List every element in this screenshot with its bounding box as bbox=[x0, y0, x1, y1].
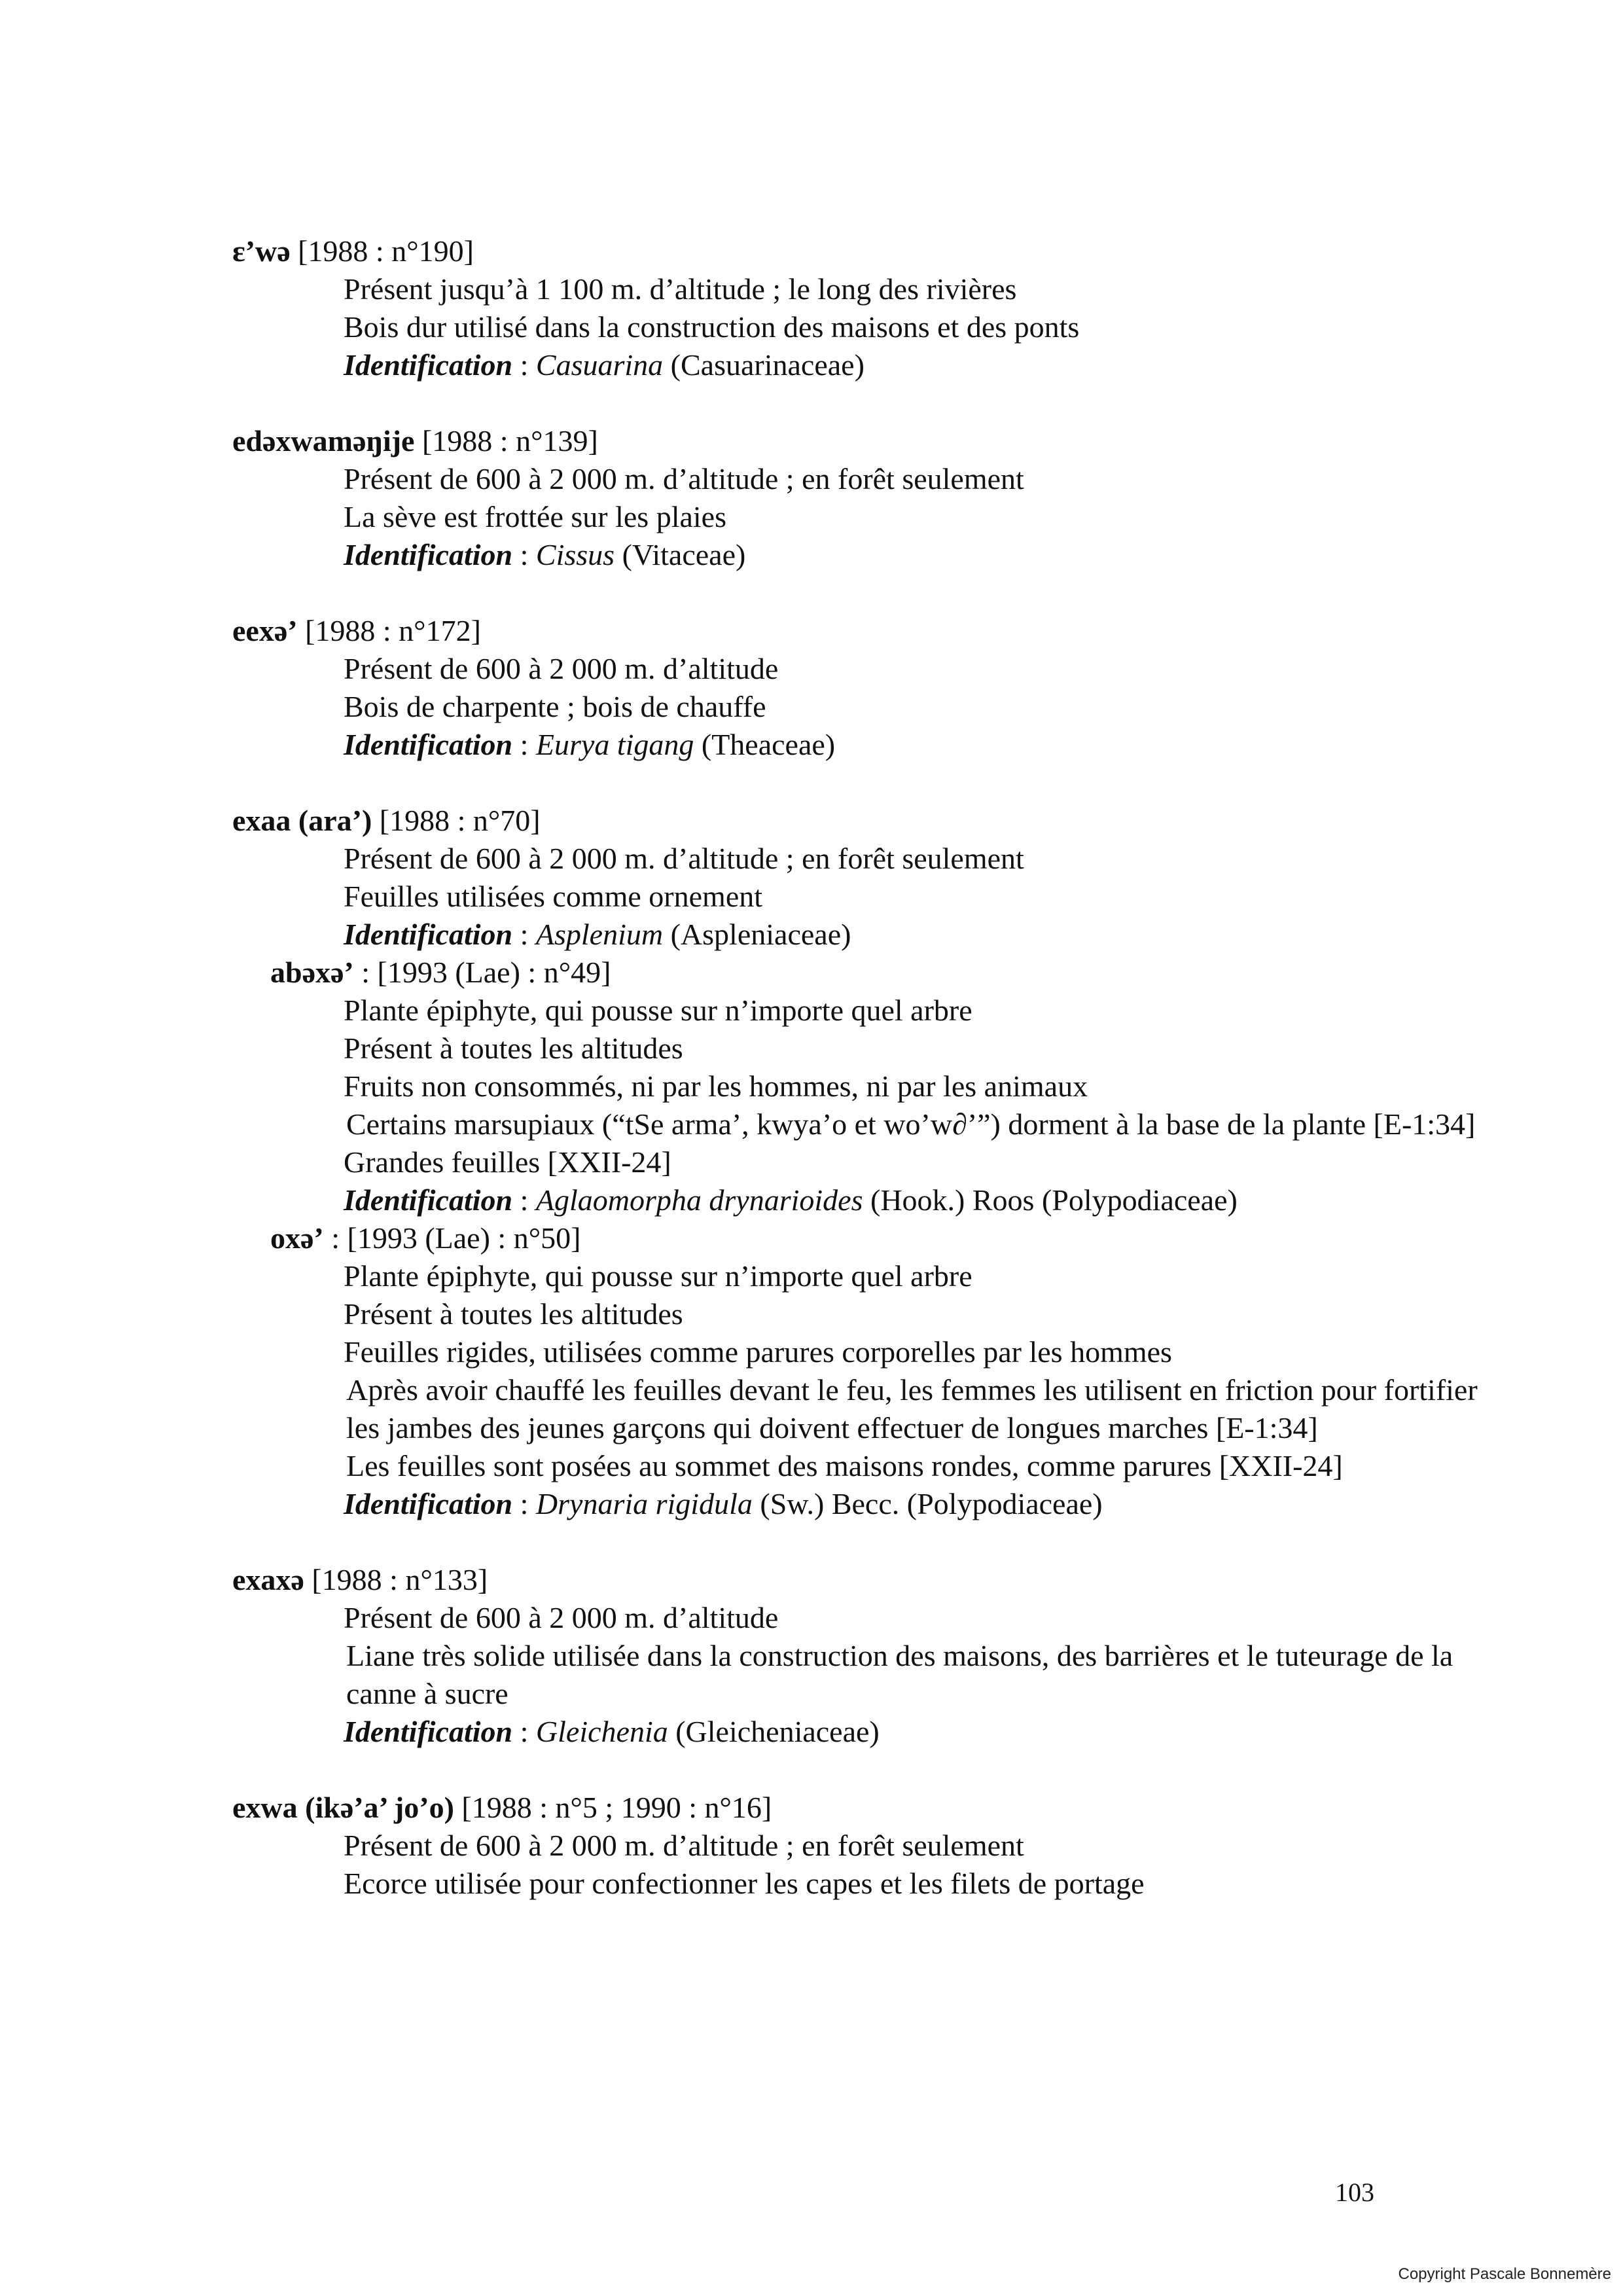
page-number: 103 bbox=[1335, 2178, 1374, 2207]
subentry-ref: : [1993 (Lae) : n°49] bbox=[353, 956, 611, 989]
entry-heading bbox=[232, 612, 1423, 650]
family-name: (Hook.) Roos (Polypodiaceae) bbox=[863, 1183, 1238, 1217]
subentry-heading bbox=[232, 954, 1423, 992]
entry-heading bbox=[232, 802, 1423, 840]
species-name: Gleichenia bbox=[535, 1715, 668, 1748]
identification-separator: : bbox=[512, 918, 536, 951]
entry-line: Présent jusqu’à 1 100 m. d’altitude ; le long des rivières bbox=[344, 272, 1017, 306]
identification-label: Identification bbox=[344, 538, 513, 571]
identification-line bbox=[232, 1181, 1423, 1219]
identification-separator: : bbox=[512, 348, 536, 382]
entry-line: Fruits non consommés, ni par les hommes, ni par les animaux bbox=[344, 1069, 1088, 1103]
species-name: Asplenium bbox=[535, 918, 664, 951]
identification-line bbox=[232, 726, 1423, 764]
entry-term: eexə’ bbox=[232, 614, 298, 647]
entry-ref: [1988 : n°190] bbox=[290, 234, 474, 268]
identification-label: Identification bbox=[344, 1715, 513, 1748]
entry-exwa bbox=[232, 1789, 1423, 1903]
family-name: (Vitaceae) bbox=[615, 538, 746, 571]
entry-line: Présent de 600 à 2 000 m. d’altitude ; en forêt seulement bbox=[344, 1829, 1024, 1862]
entry-ref: [1988 : n°139] bbox=[414, 424, 598, 457]
entry-edexwamenije bbox=[232, 422, 1423, 574]
entry-line: Feuilles rigides, utilisées comme parures corporelles par les hommes bbox=[344, 1335, 1172, 1369]
identification-separator: : bbox=[512, 1487, 536, 1520]
entry-line: Présent de 600 à 2 000 m. d’altitude bbox=[344, 1601, 779, 1634]
identification-separator: : bbox=[512, 1183, 536, 1217]
identification-label: Identification bbox=[344, 1487, 513, 1520]
entry-heading bbox=[232, 1561, 1423, 1599]
subentry-ref: : [1993 (Lae) : n°50] bbox=[323, 1221, 581, 1255]
entry-line: Bois de charpente ; bois de chauffe bbox=[344, 690, 766, 723]
entry-line: Feuilles utilisées comme ornement bbox=[344, 880, 763, 913]
entry-line: Ecorce utilisée pour confectionner les capes et les filets de portage bbox=[344, 1867, 1145, 1900]
species-name: Aglaomorpha drynarioides bbox=[535, 1183, 863, 1217]
entry-line: Présent à toutes les altitudes bbox=[344, 1031, 683, 1065]
entry-eexe bbox=[232, 612, 1423, 764]
entry-line: Bois dur utilisé dans la construction des maisons et des ponts bbox=[344, 310, 1080, 344]
family-name: (Theaceae) bbox=[694, 728, 836, 761]
subentry-heading bbox=[232, 1219, 1423, 1257]
identification-label: Identification bbox=[344, 1183, 513, 1217]
entry-line: Plante épiphyte, qui pousse sur n’importe quel arbre bbox=[344, 1259, 972, 1293]
copyright-notice: Copyright Pascale Bonnemère bbox=[1398, 2265, 1611, 2283]
identification-line bbox=[232, 346, 1423, 384]
identification-label: Identification bbox=[344, 918, 513, 951]
entry-exaxe bbox=[232, 1561, 1454, 1751]
identification-line bbox=[232, 1713, 1423, 1751]
entry-paragraph: Les feuilles sont posées au sommet des maisons rondes, comme parures [XXII-24] bbox=[346, 1449, 1343, 1482]
entry-line: Présent de 600 à 2 000 m. d’altitude ; en forêt seulement bbox=[344, 842, 1024, 875]
entry-term: exaa (ara’) bbox=[232, 804, 372, 837]
family-name: (Sw.) Becc. (Polypodiaceae) bbox=[752, 1487, 1103, 1520]
entry-line: Grandes feuilles [XXII-24] bbox=[344, 1145, 671, 1179]
entry-heading bbox=[232, 1789, 1423, 1827]
family-name: (Aspleniaceae) bbox=[663, 918, 851, 951]
entry-paragraph: Certains marsupiaux (“tSe arma’, kwya’o et wo’w∂’”) dorment à la base de la plante [E-1:34] bbox=[346, 1107, 1476, 1141]
entry-term: edəxwaməŋije bbox=[232, 424, 415, 457]
entry-heading bbox=[232, 232, 1423, 270]
entry-line: Présent à toutes les altitudes bbox=[344, 1297, 683, 1331]
species-name: Cissus bbox=[535, 538, 615, 571]
entry-heading bbox=[232, 422, 1423, 460]
identification-separator: : bbox=[512, 538, 536, 571]
entry-line: La sève est frottée sur les plaies bbox=[344, 500, 726, 533]
entry-term: ɛ’wə bbox=[232, 234, 291, 268]
entry-paragraph: Après avoir chauffé les feuilles devant le feu, les femmes les utilisent en friction pour fortifier les jambes des jeunes garçons qui doivent effectuer de longues marches [E-1:34] bbox=[346, 1373, 1478, 1444]
entry-exaa bbox=[232, 802, 1478, 1523]
entry-line: Présent de 600 à 2 000 m. d’altitude ; en forêt seulement bbox=[344, 462, 1024, 495]
species-name: Eurya tigang bbox=[535, 728, 694, 761]
entry-ref: [1988 : n°172] bbox=[297, 614, 481, 647]
identification-separator: : bbox=[512, 728, 536, 761]
identification-separator: : bbox=[512, 1715, 536, 1748]
family-name: (Casuarinaceae) bbox=[663, 348, 865, 382]
species-name: Casuarina bbox=[535, 348, 664, 382]
entry-line: Présent de 600 à 2 000 m. d’altitude bbox=[344, 652, 779, 685]
identification-label: Identification bbox=[344, 348, 513, 382]
entry-term: exaxə bbox=[232, 1563, 304, 1596]
identification-line bbox=[232, 916, 1423, 954]
identification-line bbox=[232, 1485, 1423, 1523]
entry-ref: [1988 : n°70] bbox=[372, 804, 541, 837]
entry-line: Plante épiphyte, qui pousse sur n’importe quel arbre bbox=[344, 994, 972, 1027]
entry-term: exwa (ikə’a’ jo’o) bbox=[232, 1791, 454, 1824]
entry-ewe bbox=[232, 232, 1423, 384]
identification-line bbox=[232, 536, 1423, 574]
family-name: (Gleicheniaceae) bbox=[668, 1715, 880, 1748]
entry-ref: [1988 : n°133] bbox=[304, 1563, 488, 1596]
species-name: Drynaria rigidula bbox=[535, 1487, 753, 1520]
entry-ref: [1988 : n°5 ; 1990 : n°16] bbox=[454, 1791, 772, 1824]
entry-paragraph: Liane très solide utilisée dans la construction des maisons, des barrières et le tuteurage de la canne à sucre bbox=[346, 1639, 1454, 1710]
subentry-term: abəxə’ bbox=[270, 956, 354, 989]
subentry-term: oxə’ bbox=[270, 1221, 324, 1255]
document-body bbox=[232, 232, 1478, 1941]
identification-label: Identification bbox=[344, 728, 513, 761]
